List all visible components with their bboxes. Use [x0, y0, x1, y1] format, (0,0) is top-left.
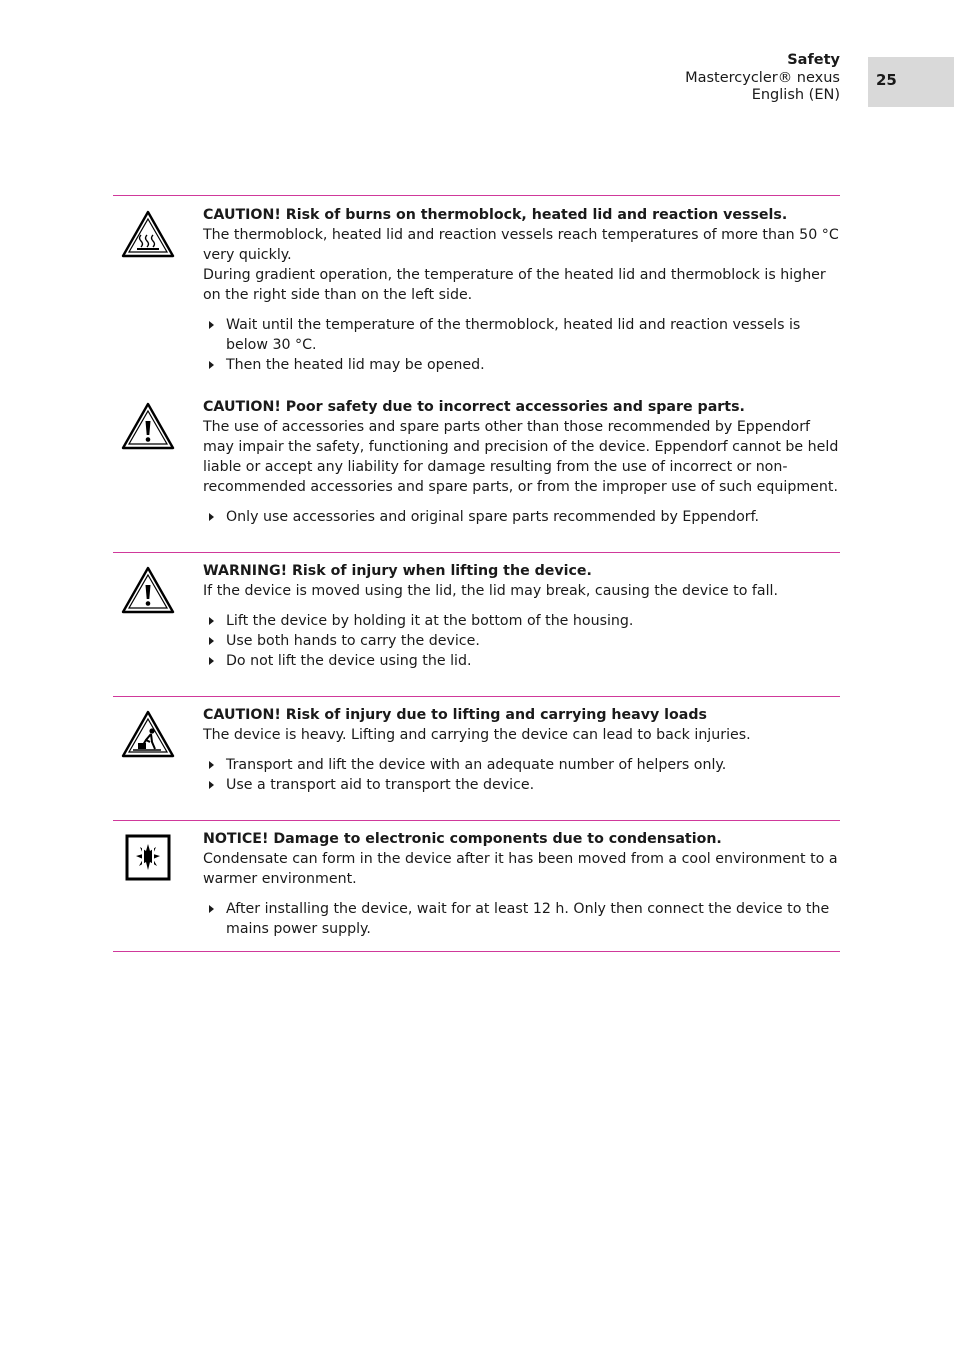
- action-step: [203, 631, 840, 651]
- action-step: [203, 755, 840, 775]
- action-step-text: Then the heated lid may be opened.: [226, 357, 485, 373]
- bullet-arrow-icon: [209, 657, 214, 665]
- action-step-text: Wait until the temperature of the thermoblock, heated lid and reaction vessels is below 30 °C.: [226, 317, 801, 353]
- notice-title: NOTICE! Damage to electronic components due to condensation.: [203, 831, 722, 847]
- bullet-arrow-icon: [209, 761, 214, 769]
- general-warning-icon: [121, 401, 175, 451]
- notice-title: WARNING! Risk of injury when lifting the device.: [203, 563, 592, 579]
- action-step-text: After installing the device, wait for at least 12 h. Only then connect the device to the mains power supply.: [226, 901, 830, 937]
- property-damage-icon: [121, 833, 175, 883]
- action-step: [203, 899, 840, 939]
- rule: [113, 552, 840, 553]
- notice-title: CAUTION! Risk of injury due to lifting and carrying heavy loads: [203, 707, 707, 723]
- page-number-tab: [868, 57, 954, 107]
- hot-surface-icon: [121, 209, 175, 259]
- notice-paragraph: Condensate can form in the device after it has been moved from a cool environment to a warmer environment.: [203, 851, 838, 887]
- notice-paragraph: The use of accessories and spare parts other than those recommended by Eppendorf may impair the safety, functioning and precision of the device. Eppendorf cannot be held liable or accept any liability for damage resulting from the use of incorrect or non-recommended accessories and spare parts, or from the improper use of such equipment.: [203, 419, 839, 495]
- rule-bottom: [113, 951, 840, 952]
- action-step-text: Do not lift the device using the lid.: [226, 653, 472, 669]
- bullet-arrow-icon: [209, 513, 214, 521]
- notice-content: [203, 829, 840, 939]
- header-language: English (EN): [751, 87, 840, 103]
- notice-content: [203, 561, 840, 671]
- action-step: [203, 611, 840, 631]
- action-step-list: [203, 611, 840, 671]
- action-step-list: [203, 507, 840, 527]
- notice-content: [203, 205, 840, 375]
- notice-title: CAUTION! Poor safety due to incorrect accessories and spare parts.: [203, 399, 745, 415]
- action-step-list: [203, 315, 840, 375]
- action-step-text: Use a transport aid to transport the device.: [226, 777, 535, 793]
- action-step-text: Lift the device by holding it at the bottom of the housing.: [226, 613, 634, 629]
- heavy-load-icon: [121, 709, 175, 759]
- rule: [113, 696, 840, 697]
- rule: [113, 820, 840, 821]
- bullet-arrow-icon: [209, 637, 214, 645]
- bullet-arrow-icon: [209, 781, 214, 789]
- action-step-list: [203, 755, 840, 795]
- action-step: [203, 315, 840, 355]
- notice-paragraph: If the device is moved using the lid, the lid may break, causing the device to fall.: [203, 583, 778, 599]
- bullet-arrow-icon: [209, 617, 214, 625]
- notice-content: [203, 397, 840, 527]
- general-warning-icon: [121, 565, 175, 615]
- notice-content: [203, 705, 840, 795]
- notice-paragraph: The device is heavy. Lifting and carrying the device can lead to back injuries.: [203, 727, 751, 743]
- notice-paragraph: During gradient operation, the temperature of the heated lid and thermoblock is higher on the right side than on the left side.: [203, 267, 826, 303]
- action-step: [203, 651, 840, 671]
- bullet-arrow-icon: [209, 361, 214, 369]
- action-step: [203, 355, 840, 375]
- running-header: [540, 52, 840, 105]
- page-number: 25: [876, 71, 897, 89]
- action-step-list: [203, 899, 840, 939]
- action-step: [203, 507, 840, 527]
- notice-title: CAUTION! Risk of burns on thermoblock, heated lid and reaction vessels.: [203, 207, 788, 223]
- notice-paragraph: The thermoblock, heated lid and reaction vessels reach temperatures of more than 50 °C very quickly.: [203, 227, 839, 263]
- header-product-name: Mastercycler® nexus: [685, 69, 840, 86]
- action-step: [203, 775, 840, 795]
- action-step-text: Use both hands to carry the device.: [226, 633, 480, 649]
- rule-top: [113, 195, 840, 196]
- bullet-arrow-icon: [209, 321, 214, 329]
- bullet-arrow-icon: [209, 905, 214, 913]
- header-section-title: Safety: [787, 52, 840, 68]
- action-step-text: Only use accessories and original spare parts recommended by Eppendorf.: [226, 509, 760, 525]
- action-step-text: Transport and lift the device with an adequate number of helpers only.: [226, 757, 727, 773]
